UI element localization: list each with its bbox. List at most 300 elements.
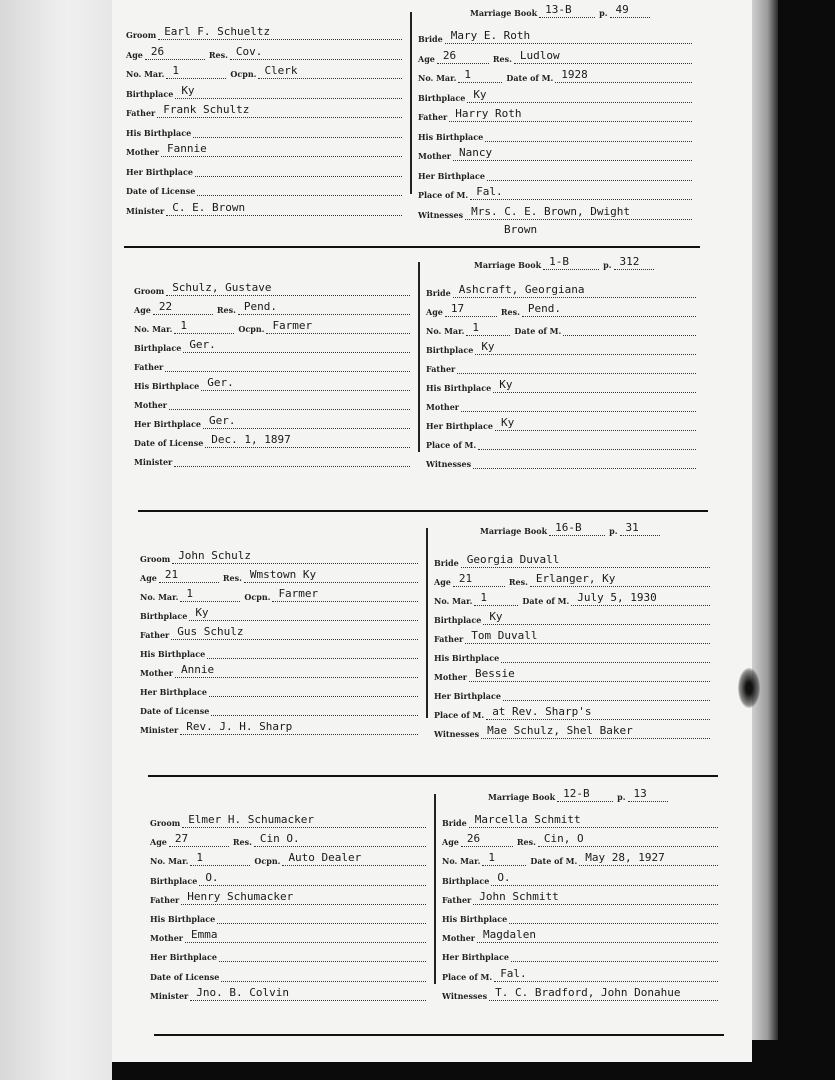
bride-mother: Bessie — [475, 667, 515, 680]
bride-father-label: Father — [434, 634, 464, 644]
marriage-book-ref — [470, 2, 650, 18]
bride-name-label: Bride — [434, 558, 459, 568]
groom-residence: Pend. — [243, 300, 278, 313]
bride-field-row — [434, 702, 714, 720]
bride-mother-line — [477, 926, 718, 943]
bride-age: 17 — [450, 302, 465, 315]
groom-birthplace: Ger. — [189, 338, 216, 351]
groom-occupation: Farmer — [272, 319, 313, 332]
bride-father-birthplace-label: His Birthplace — [442, 914, 508, 924]
groom-residence-label: Res. — [216, 305, 236, 315]
date-of-marriage-label: Date of M. — [522, 596, 570, 606]
bride-name: Marcella Schmitt — [474, 813, 581, 826]
bride-field-row — [434, 683, 714, 701]
groom-field-row — [150, 868, 430, 886]
groom-field-row — [134, 278, 414, 296]
bride-mother-line — [469, 665, 710, 682]
groom-father-label: Father — [126, 108, 156, 118]
bride-field-row — [442, 868, 722, 886]
card-divider — [410, 12, 412, 194]
bride-father-label: Father — [418, 112, 448, 122]
groom-mother: Annie — [181, 663, 215, 676]
groom-field-row — [134, 392, 414, 410]
groom-no-mar-label: No. Mar. — [140, 592, 179, 602]
bride-field-row — [418, 202, 696, 220]
groom-field-row — [150, 829, 430, 847]
witnesses-label: Witnesses — [434, 729, 480, 739]
bride-field-row — [418, 85, 696, 103]
groom-no-mar-line — [190, 849, 250, 866]
groom-field-row — [140, 679, 422, 697]
bride-residence-label: Res. — [492, 53, 512, 64]
groom-field-row — [140, 546, 422, 564]
witnesses: T. C. Bradford, John Donahue — [495, 985, 681, 999]
groom-occupation: Farmer — [278, 587, 319, 600]
date-of-license-label: Date of License — [150, 971, 220, 982]
marriage-book-page-line — [610, 1, 650, 18]
groom-occupation-line — [282, 849, 426, 866]
date-of-marriage-line — [563, 319, 696, 336]
bride-field-row — [418, 65, 696, 83]
bride-age-label: Age — [434, 577, 451, 587]
witnesses: Mae Schulz, Shel Baker — [487, 724, 633, 737]
bride-field-row — [442, 964, 722, 982]
bride-mother-label: Mother — [434, 672, 468, 682]
bride-residence-label: Res. — [508, 577, 528, 587]
groom-no-mar-line — [180, 585, 240, 602]
bride-field-row — [418, 143, 696, 161]
groom-mother-line — [175, 661, 418, 678]
bride-field-row — [442, 906, 722, 924]
card-divider — [434, 794, 436, 984]
place-of-marriage: Fal. — [500, 966, 527, 980]
bride-field-row — [418, 104, 696, 122]
bride-birthplace-line — [483, 608, 710, 625]
bride-field-row — [426, 280, 700, 298]
minister-line — [180, 718, 418, 735]
groom-birthplace-label: Birthplace — [140, 611, 188, 621]
witnesses-line — [465, 203, 692, 220]
marriage-book-page: 312 — [619, 255, 640, 268]
marriage-book-number-line — [539, 1, 595, 18]
bride-mother-birthplace-line — [503, 684, 710, 701]
groom-field-row — [126, 61, 406, 79]
bride-residence-line — [538, 830, 718, 847]
groom-father-line — [171, 623, 418, 640]
bride-age-label: Age — [442, 837, 459, 848]
groom-field-row — [150, 887, 430, 905]
groom-field-row — [126, 42, 406, 60]
bride-father-label: Father — [442, 894, 472, 905]
bride-no-mar-line — [466, 319, 510, 336]
witnesses: Mrs. C. E. Brown, Dwight — [471, 204, 631, 218]
bride-field-row — [426, 375, 700, 393]
marriage-book-page: 49 — [615, 3, 629, 16]
groom-birthplace: Ky — [195, 606, 209, 619]
groom-residence-line — [238, 298, 410, 315]
bride-no-mar: 1 — [480, 591, 488, 604]
groom-no-mar: 1 — [196, 851, 204, 865]
card-divider — [426, 528, 428, 718]
bride-mother-birthplace-label: Her Birthplace — [442, 952, 509, 963]
groom-mother-birthplace-label: Her Birthplace — [150, 952, 217, 963]
bride-age: 21 — [458, 572, 473, 585]
groom-mother-birthplace-label: Her Birthplace — [140, 687, 207, 697]
groom-field-row — [134, 449, 414, 467]
groom-occupation-label: Ocpn. — [254, 856, 281, 867]
date-of-license-label: Date of License — [140, 706, 210, 716]
bride-field-row — [442, 887, 722, 905]
groom-father-line — [181, 888, 426, 905]
bride-name-line — [469, 811, 718, 828]
groom-residence-label: Res. — [232, 837, 252, 848]
groom-field-row — [140, 565, 422, 583]
minister: Rev. J. H. Sharp — [186, 720, 293, 733]
date-of-marriage-label: Date of M. — [506, 73, 554, 83]
bride-residence: Ludlow — [519, 48, 560, 62]
place-of-marriage: Fal. — [476, 185, 503, 198]
bride-residence-label: Res. — [516, 837, 536, 848]
groom-mother-line — [161, 140, 402, 157]
bride-field-row — [426, 413, 700, 431]
bride-age-label: Age — [426, 307, 443, 317]
date-of-marriage: 1928 — [561, 68, 588, 81]
groom-name: Elmer H. Schumacker — [188, 813, 315, 826]
bride-birthplace: Ky — [481, 340, 495, 353]
groom-field-row — [140, 660, 422, 678]
groom-field-row — [140, 698, 422, 716]
bride-name-line — [453, 281, 696, 298]
bride-age-line — [445, 300, 497, 317]
groom-field-row — [140, 717, 422, 735]
groom-father: Henry Schumacker — [187, 889, 294, 903]
bride-field-row — [426, 356, 700, 374]
bride-field-row — [434, 626, 714, 644]
marriage-book-number: 13-B — [545, 3, 572, 16]
groom-father-birthplace: Ger. — [207, 376, 234, 389]
witnesses-label: Witnesses — [442, 990, 488, 1001]
groom-age-line — [169, 830, 229, 847]
groom-field-row — [126, 178, 406, 196]
bride-field-row — [418, 124, 696, 142]
bride-field-row — [434, 607, 714, 625]
bride-name-line — [461, 551, 710, 568]
bride-mother-birthplace-line — [495, 414, 696, 431]
groom-father-birthplace-line — [201, 374, 410, 391]
groom-field-row — [134, 373, 414, 391]
date-of-license-line — [197, 179, 402, 196]
bride-field-row — [442, 829, 722, 847]
bride-field-row — [434, 645, 714, 663]
groom-field-row — [126, 198, 406, 216]
witnesses-continued: Brown — [504, 223, 538, 236]
groom-field-row — [150, 810, 430, 828]
groom-age: 26 — [150, 44, 165, 58]
groom-birthplace-label: Birthplace — [150, 875, 198, 886]
bride-name-label: Bride — [426, 288, 451, 298]
groom-mother-label: Mother — [150, 933, 184, 944]
marriage-book-page-line — [628, 785, 668, 802]
bride-father-line — [449, 105, 692, 122]
bride-father-line — [473, 888, 718, 905]
bride-birthplace: Ky — [473, 87, 487, 101]
groom-mother-birthplace: Ger. — [208, 414, 236, 427]
place-of-marriage-label: Place of M. — [442, 971, 493, 982]
card-separator-line — [124, 246, 700, 248]
groom-mother-birthplace-line — [203, 412, 410, 429]
bride-age: 26 — [466, 832, 481, 846]
groom-mother-birthplace-line — [219, 945, 426, 962]
groom-occupation: Clerk — [264, 64, 298, 77]
bride-name: Ashcraft, Georgiana — [458, 283, 585, 296]
page-label: p. — [609, 526, 618, 536]
witnesses-label: Witnesses — [418, 209, 464, 220]
date-of-marriage: July 5, 1930 — [577, 591, 657, 604]
witnesses-line — [473, 452, 696, 469]
groom-father-birthplace-line — [217, 907, 426, 924]
date-of-marriage-line — [579, 849, 718, 866]
minister-label: Minister — [126, 205, 165, 216]
groom-father-birthplace-label: His Birthplace — [126, 127, 192, 138]
bride-field-row — [434, 550, 714, 568]
bride-mother-birthplace-label: Her Birthplace — [426, 421, 493, 431]
date-of-license-line — [221, 965, 426, 982]
groom-mother-line — [169, 393, 410, 410]
groom-no-mar-line — [174, 317, 234, 334]
bride-field-row — [426, 318, 700, 336]
bride-father-birthplace-line — [509, 907, 718, 924]
bride-father-line — [457, 357, 696, 374]
groom-field-row — [150, 848, 430, 866]
place-of-marriage-line — [470, 183, 692, 200]
bride-name-line — [445, 27, 692, 44]
groom-name-line — [172, 547, 418, 564]
card-separator-line — [154, 1034, 724, 1036]
groom-field-row — [134, 297, 414, 315]
bride-father-birthplace-line — [485, 125, 692, 142]
bride-age-line — [461, 830, 513, 847]
bride-birthplace-line — [467, 86, 692, 103]
bride-no-mar-line — [458, 66, 502, 83]
bride-field-row — [434, 664, 714, 682]
bride-birthplace: Ky — [489, 610, 503, 623]
groom-no-mar-line — [166, 62, 226, 79]
bride-residence-line — [514, 47, 692, 64]
bride-name-label: Bride — [442, 818, 467, 828]
place-of-marriage-label: Place of M. — [418, 190, 469, 200]
sheet-edge — [752, 0, 778, 1040]
bride-field-row — [418, 46, 696, 64]
groom-age-label: Age — [126, 49, 143, 60]
groom-age-line — [145, 43, 205, 60]
bride-mother-birthplace-label: Her Birthplace — [418, 170, 485, 181]
date-of-license-label: Date of License — [126, 186, 196, 196]
minister: Jno. B. Colvin — [196, 985, 289, 999]
bride-residence: Pend. — [527, 302, 562, 315]
groom-mother: Emma — [191, 928, 218, 942]
groom-residence-line — [254, 830, 426, 847]
groom-field-row — [126, 159, 406, 177]
bride-no-mar-label: No. Mar. — [434, 596, 473, 606]
bride-name: Mary E. Roth — [450, 29, 531, 42]
groom-name-label: Groom — [150, 818, 181, 828]
groom-father: Gus Schulz — [177, 625, 244, 638]
groom-occupation-line — [258, 62, 402, 79]
scan-left-margin — [0, 0, 112, 1080]
groom-field-row — [134, 316, 414, 334]
groom-name: Earl F. Schueltz — [164, 25, 271, 38]
groom-no-mar: 1 — [172, 64, 180, 77]
bride-field-row — [426, 432, 700, 450]
groom-field-row — [126, 22, 406, 40]
minister-label: Minister — [140, 725, 179, 735]
groom-field-row — [134, 354, 414, 372]
groom-field-row — [134, 430, 414, 448]
bride-birthplace-label: Birthplace — [434, 615, 482, 625]
card-separator-line — [138, 510, 708, 512]
bride-field-row — [442, 810, 722, 828]
bride-father-birthplace: Ky — [499, 378, 513, 391]
bride-birthplace-label: Birthplace — [418, 92, 466, 103]
groom-occupation-label: Ocpn. — [244, 592, 271, 602]
date-of-license-line — [205, 431, 410, 448]
groom-age-label: Age — [140, 573, 157, 583]
bride-birthplace: O. — [497, 870, 511, 884]
date-of-license: Dec. 1, 1897 — [211, 433, 291, 446]
groom-father-birthplace-label: His Birthplace — [150, 914, 216, 924]
groom-name-label: Groom — [140, 554, 171, 564]
place-of-marriage-line — [494, 965, 718, 982]
groom-birthplace-line — [189, 604, 418, 621]
minister-line — [174, 450, 410, 467]
bride-residence-label: Res. — [500, 307, 520, 317]
place-of-marriage-line — [478, 433, 696, 450]
groom-father: Frank Schultz — [163, 103, 250, 116]
groom-name-line — [182, 811, 426, 828]
groom-residence-label: Res. — [208, 49, 228, 60]
marriage-book-ref — [480, 520, 660, 536]
bride-field-row — [418, 26, 696, 44]
groom-name-line — [158, 23, 402, 40]
groom-field-row — [150, 944, 430, 962]
witnesses-label: Witnesses — [426, 459, 472, 469]
bride-mother-birthplace: Ky — [500, 416, 515, 429]
marriage-book-number: 12-B — [563, 787, 590, 800]
groom-occupation-line — [272, 585, 418, 602]
groom-name-label: Groom — [126, 30, 157, 40]
bride-father: Tom Duvall — [471, 629, 538, 642]
bride-age: 26 — [442, 48, 457, 62]
groom-age: 21 — [164, 568, 179, 581]
marriage-book-label: Marriage Book — [474, 260, 542, 270]
page-label: p. — [599, 8, 608, 18]
groom-father-label: Father — [134, 362, 164, 372]
bride-mother-label: Mother — [442, 933, 476, 944]
bride-no-mar-label: No. Mar. — [418, 73, 457, 83]
card-separator-line — [148, 775, 718, 777]
place-of-marriage-label: Place of M. — [434, 710, 485, 720]
groom-occupation-label: Ocpn. — [238, 324, 265, 334]
groom-occupation: Auto Dealer — [288, 851, 362, 865]
minister-label: Minister — [150, 990, 189, 1001]
groom-mother-label: Mother — [126, 147, 160, 157]
marriage-book-number-line — [557, 785, 613, 802]
groom-field-row — [126, 139, 406, 157]
marriage-book-number: 1-B — [549, 255, 570, 268]
date-of-marriage-label: Date of M. — [514, 326, 562, 336]
groom-no-mar-label: No. Mar. — [150, 856, 189, 867]
groom-mother: Fannie — [167, 142, 207, 155]
marriage-book-ref — [488, 786, 668, 802]
bride-field-row — [426, 337, 700, 355]
marriage-book-page-line — [620, 519, 660, 536]
groom-residence-label: Res. — [222, 573, 242, 583]
bride-no-mar-label: No. Mar. — [442, 856, 481, 867]
groom-residence: Cov. — [235, 44, 263, 58]
marriage-book-label: Marriage Book — [470, 8, 538, 18]
groom-father-label: Father — [140, 630, 170, 640]
groom-father-birthplace-label: His Birthplace — [140, 649, 206, 659]
date-of-marriage-line — [555, 66, 692, 83]
groom-field-row — [140, 641, 422, 659]
marriage-book-ref — [474, 254, 654, 270]
bride-mother-birthplace-line — [511, 945, 718, 962]
groom-mother-label: Mother — [134, 400, 168, 410]
bride-mother: Nancy — [459, 146, 493, 159]
groom-field-row — [150, 906, 430, 924]
bride-father-label: Father — [426, 364, 456, 374]
bride-field-row — [426, 299, 700, 317]
date-of-marriage: May 28, 1927 — [585, 851, 665, 865]
bride-father-birthplace-line — [493, 376, 696, 393]
page-label: p. — [617, 792, 626, 802]
groom-birthplace-label: Birthplace — [126, 88, 174, 99]
bride-no-mar-label: No. Mar. — [426, 326, 465, 336]
place-of-marriage-label: Place of M. — [426, 440, 477, 450]
groom-father-line — [165, 355, 410, 372]
groom-birthplace-line — [183, 336, 410, 353]
marriage-book-page-line — [614, 253, 654, 270]
bride-mother-label: Mother — [418, 151, 452, 161]
ink-smudge — [738, 668, 760, 708]
bride-mother-label: Mother — [426, 402, 460, 412]
groom-no-mar: 1 — [180, 319, 188, 332]
page-label: p. — [603, 260, 612, 270]
groom-age-label: Age — [150, 837, 167, 848]
bride-birthplace-label: Birthplace — [442, 875, 490, 886]
groom-age-label: Age — [134, 305, 151, 315]
bride-field-row — [442, 848, 722, 866]
bride-field-row — [442, 925, 722, 943]
bride-birthplace-label: Birthplace — [426, 345, 474, 355]
date-of-marriage-label: Date of M. — [530, 856, 578, 867]
bride-mother-birthplace-label: Her Birthplace — [434, 691, 501, 701]
groom-birthplace: Ky — [181, 83, 195, 97]
groom-field-row — [126, 100, 406, 118]
groom-field-row — [150, 925, 430, 943]
marriage-book-number-line — [549, 519, 605, 536]
groom-mother-birthplace-label: Her Birthplace — [134, 419, 201, 429]
bride-age-line — [453, 570, 505, 587]
groom-field-row — [126, 81, 406, 99]
bride-residence: Erlanger, Ky — [535, 572, 616, 585]
bride-field-row — [434, 569, 714, 587]
bride-no-mar: 1 — [464, 68, 472, 81]
bride-field-row — [434, 721, 714, 739]
groom-residence: Cin O. — [259, 832, 300, 846]
bride-residence-line — [530, 570, 710, 587]
place-of-marriage-line — [486, 703, 710, 720]
